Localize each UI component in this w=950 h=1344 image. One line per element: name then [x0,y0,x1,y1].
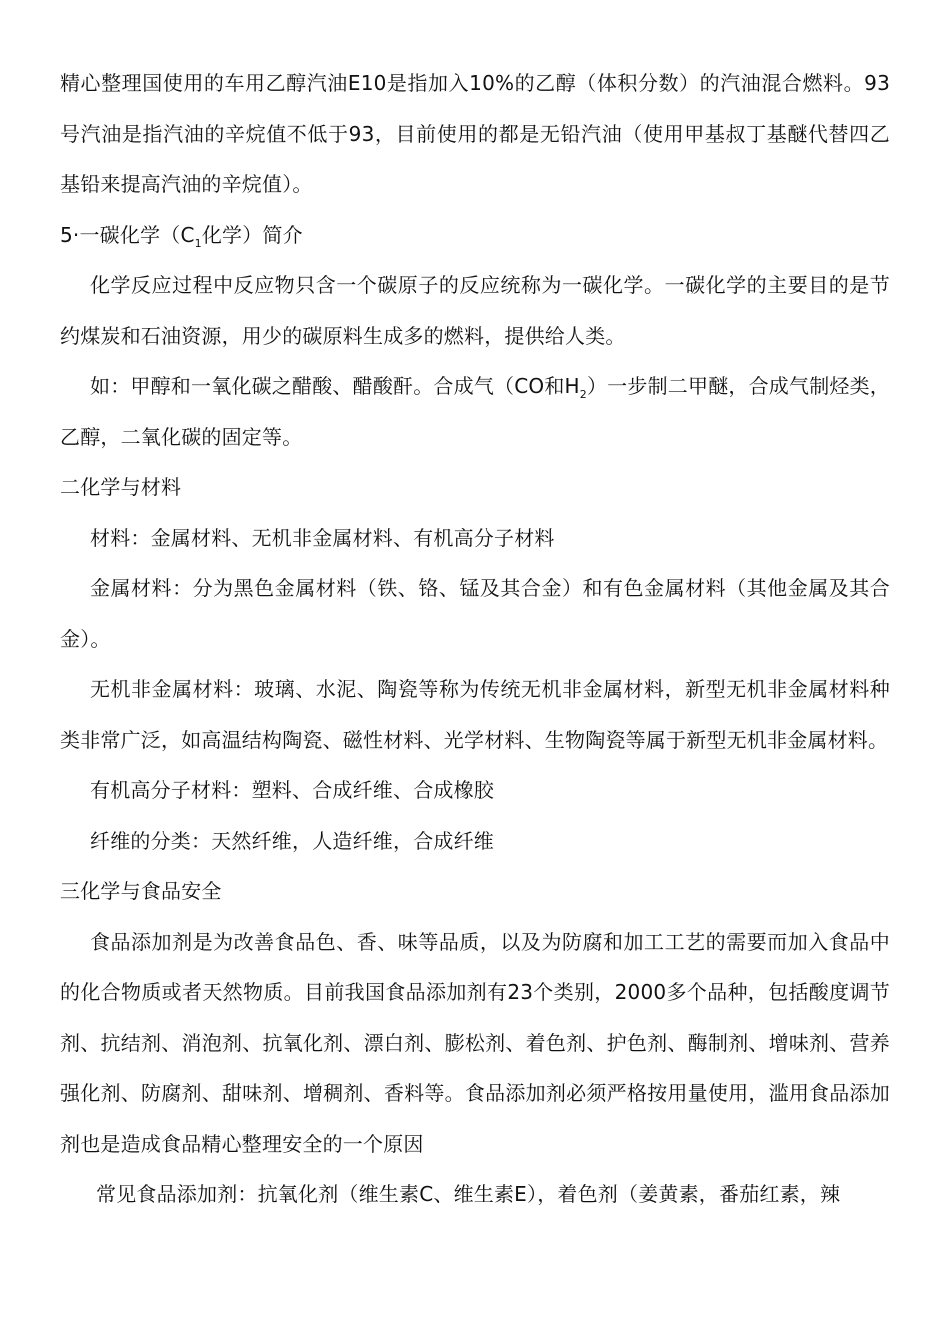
paragraph-fiber-types: 纤维的分类：天然纤维，人造纤维，合成纤维 [90,828,494,853]
paragraph-text: 如：甲醇和一氧化碳之醋酸、醋酸酐。合成气（CO和H [90,374,580,398]
paragraph-c1-examples [60,361,890,462]
section-heading-c1-chemistry [60,210,890,261]
paragraph-food-additives: 食品添加剂是为改善食品色、香、味等品质，以及为防腐和加工工艺的需要而加入食品中的化合物质或者天然物质。目前我国食品添加剂有23个类别，2000多个品种，包括酸度调节剂、抗结剂、消泡剂、抗氧化剂、漂白剂、膨松剂、着色剂、护色剂、酶制剂、增味剂、营养强化剂、防腐剂、甜味剂、增稠剂、香料等。食品添加剂必须严格按用量使用，滥用食品添加剂也是造成食品精心整理安全的一个原因 [60,929,890,1156]
heading-text: 化学）简介 [201,222,303,247]
paragraph-common-additives: 常见食品添加剂：抗氧化剂（维生素C、维生素E），着色剂（姜黄素，番茄红素，辣 [96,1182,841,1206]
document-page [60,58,890,1220]
paragraph-materials: 材料：金属材料、无机非金属材料、有机高分子材料 [90,525,555,550]
subscript: 1 [194,236,202,250]
subscript: 2 [579,388,587,401]
paragraph-inorganic-materials: 无机非金属材料：玻璃、水泥、陶瓷等称为传统无机非金属材料，新型无机非金属材料种类非常广泛，如高温结构陶瓷、磁性材料、光学材料、生物陶瓷等属于新型无机非金属材料。 [60,677,890,752]
paragraph-metal-materials: 金属材料：分为黑色金属材料（铁、铬、锰及其合金）和有色金属材料（其他金属及其合金）。 [60,576,890,651]
paragraph-e10-gasoline: 精心整理国使用的车用乙醇汽油E10是指加入10%的乙醇（体积分数）的汽油混合燃料。93号汽油是指汽油的辛烷值不低于93，目前使用的都是无铅汽油（使用甲基叔丁基醚代替四乙基铅来提高汽油的辛烷值）。 [60,71,890,196]
heading-text: 5·一碳化学（C [60,222,195,247]
section-heading-food-safety: 三化学与食品安全 [60,879,222,903]
paragraph-c1-definition: 化学反应过程中反应物只含一个碳原子的反应统称为一碳化学。一碳化学的主要目的是节约煤炭和石油资源，用少的碳原料生成多的燃料，提供给人类。 [60,273,890,348]
section-heading-materials: 二化学与材料 [60,475,182,499]
paragraph-text: ）一步制二甲醚，合成气制烃类，乙醇，二氧化碳的固定等。 [60,374,891,449]
paragraph-polymer-materials: 有机高分子材料：塑料、合成纤维、合成橡胶 [90,778,494,802]
